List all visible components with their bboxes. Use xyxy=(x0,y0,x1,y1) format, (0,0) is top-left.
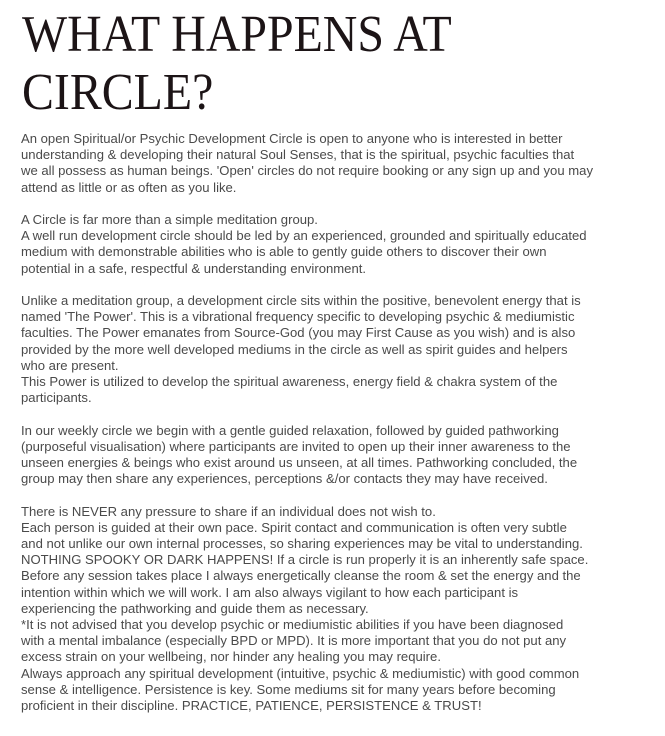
text-line: (purposeful visualisation) where participants are invited to open up their inner awareness to the xyxy=(21,438,571,454)
title-line: WHAT HAPPENS AT xyxy=(22,6,452,63)
paragraph-open-circle xyxy=(21,131,653,196)
text-line: sense & intelligence. Persistence is key. Some mediums sit for many years before becoming xyxy=(21,681,556,697)
text-line: participants. xyxy=(21,390,92,406)
text-line: Always approach any spiritual development (intuitive, psychic & mediumistic) with good common xyxy=(21,665,580,681)
text-line: understanding & developing their natural Soul Senses, that is the spiritual, psychic faculties that xyxy=(21,147,575,163)
text-line: *It is not advised that you develop psychic or mediumistic abilities if you have been diagnosed xyxy=(21,617,564,633)
paragraph-safety xyxy=(21,504,653,715)
page-title xyxy=(22,6,611,122)
text-line: NOTHING SPOOKY OR DARK HAPPENS! If a circle is run properly it is an inherently safe space. xyxy=(21,552,589,568)
text-line: Before any session takes place I always energetically cleanse the room & set the energy and the xyxy=(21,568,581,584)
article-body xyxy=(21,131,653,730)
text-line: medium with demonstrable abilities who is able to gently guide others to discover their own xyxy=(21,244,547,260)
text-line: with a mental imbalance (especially BPD or MPD). It is more important that you do not put any xyxy=(21,633,567,649)
paragraph-circle-description xyxy=(21,212,653,277)
text-line: unseen energies & beings who exist around us unseen, at all times. Pathworking concluded, the xyxy=(21,455,578,471)
text-line: This Power is utilized to develop the spiritual awareness, energy field & chakra system of the xyxy=(21,374,558,390)
text-line: faculties. The Power emanates from Source-God (you may First Cause as you wish) and is also xyxy=(21,325,576,341)
text-line: experiencing the pathworking and guide them as necessary. xyxy=(21,600,369,616)
text-line: Unlike a meditation group, a development circle sits within the positive, benevolent energy that is xyxy=(21,293,581,308)
text-line: named 'The Power'. This is a vibrational frequency specific to developing psychic & mediumistic xyxy=(21,309,575,325)
text-line: we all possess as human beings. 'Open' circles do not require booking or any sign up and you may xyxy=(21,163,593,179)
text-line: potential in a safe, respectful & understanding environment. xyxy=(21,260,367,276)
paragraph-weekly-circle xyxy=(21,423,653,488)
text-line: There is NEVER any pressure to share if an individual does not wish to. xyxy=(21,503,436,519)
text-line: intention within which we will work. I am also always vigilant to how each participant is xyxy=(21,584,519,600)
paragraph-the-power xyxy=(21,293,653,406)
text-line: group may then share any experiences, perceptions &/or contacts they may have received. xyxy=(21,471,548,487)
text-line: An open Spiritual/or Psychic Development Circle is open to anyone who is interested in better xyxy=(21,131,563,146)
text-line: excess strain on your wellbeing, nor hinder any healing you may require. xyxy=(21,649,441,665)
text-line: proficient in their discipline. PRACTICE, PATIENCE, PERSISTENCE & TRUST! xyxy=(21,698,482,714)
text-line: attend as little or as often as you like. xyxy=(21,179,237,195)
text-line: Each person is guided at their own pace. Spirit contact and communication is often very subtle xyxy=(21,519,567,535)
text-line: and not unlike our own internal processes, so sharing experiences may be vital to understanding. xyxy=(21,536,583,552)
text-line: A well run development circle should be led by an experienced, grounded and spiritually educated xyxy=(21,228,587,244)
text-line: A Circle is far more than a simple meditation group. xyxy=(21,212,318,227)
title-line: CIRCLE? xyxy=(22,64,214,121)
text-line: who are present. xyxy=(21,357,119,373)
text-line: In our weekly circle we begin with a gentle guided relaxation, followed by guided pathworking xyxy=(21,422,559,438)
text-line: provided by the more well developed mediums in the circle as well as spirit guides and helpers xyxy=(21,341,568,357)
